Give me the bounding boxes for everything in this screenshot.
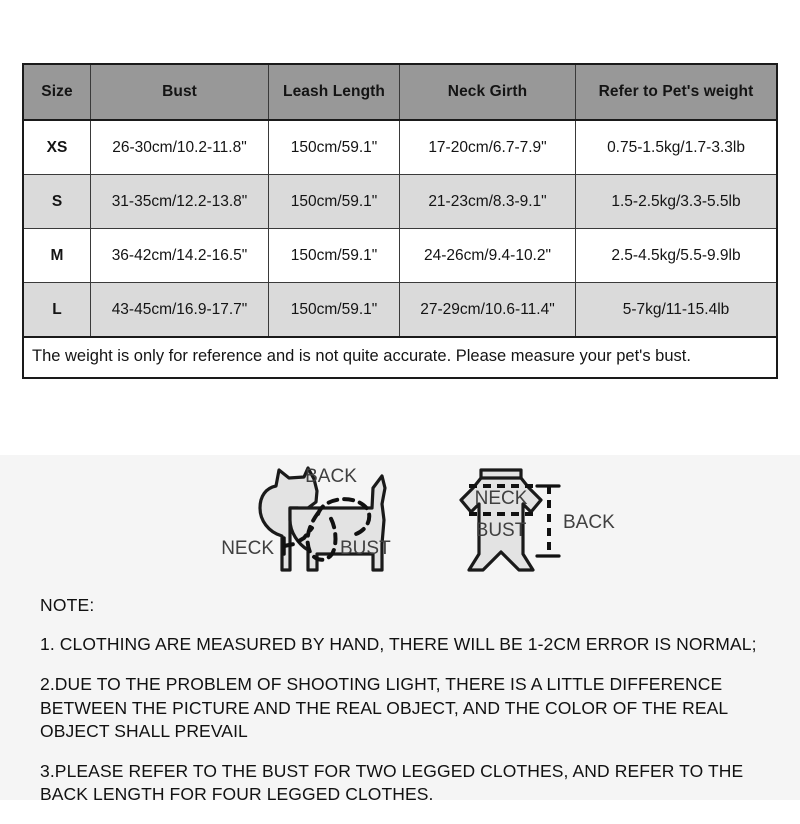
cell-weight: 2.5-4.5kg/5.5-9.9lb — [576, 229, 778, 283]
table-header-row — [23, 64, 777, 120]
table-row — [23, 175, 777, 229]
cell-bust: 36-42cm/14.2-16.5" — [91, 229, 269, 283]
cell-size: S — [23, 175, 91, 229]
dog-back-label: BACK — [305, 466, 357, 487]
cell-weight: 1.5-2.5kg/3.3-5.5lb — [576, 175, 778, 229]
notes-title: NOTE: — [40, 595, 95, 615]
column-header-pet-weight: Refer to Pet's weight — [576, 64, 778, 120]
size-chart — [22, 63, 770, 379]
measurement-guide-panel — [0, 455, 800, 805]
cell-weight: 5-7kg/11-15.4lb — [576, 283, 778, 338]
note-item-3: 3.PLEASE REFER TO THE BUST FOR TWO LEGGED CLOTHES, AND REFER TO THE BACK LENGTH FOR FOUR LEGGED CLOTHES. — [40, 761, 744, 805]
dog-bust-label: BUST — [340, 538, 391, 559]
cell-neck: 21-23cm/8.3-9.1" — [400, 175, 576, 229]
dog-measurement-diagram — [221, 458, 447, 588]
garment-measurement-diagram — [455, 458, 630, 588]
cell-leash: 150cm/59.1" — [269, 120, 400, 175]
table-body — [23, 120, 777, 378]
cell-size: L — [23, 283, 91, 338]
note-item-1: 1. CLOTHING ARE MEASURED BY HAND, THERE WILL BE 1-2CM ERROR IS NORMAL; — [40, 634, 757, 654]
cell-neck: 27-29cm/10.6-11.4" — [400, 283, 576, 338]
cell-leash: 150cm/59.1" — [269, 175, 400, 229]
size-chart-table — [22, 63, 778, 379]
cell-bust: 43-45cm/16.9-17.7" — [91, 283, 269, 338]
cell-bust: 31-35cm/12.2-13.8" — [91, 175, 269, 229]
column-header-bust: Bust — [91, 64, 269, 120]
column-header-size: Size — [23, 64, 91, 120]
table-row — [23, 283, 777, 338]
table-row — [23, 120, 777, 175]
cell-leash: 150cm/59.1" — [269, 229, 400, 283]
garment-back-label: BACK — [563, 512, 615, 533]
garment-bust-label: BUST — [475, 520, 527, 541]
table-footer-note: The weight is only for reference and is not quite accurate. Please measure your pet's bust. — [23, 337, 777, 378]
table-header — [23, 64, 777, 120]
note-item-2: 2.DUE TO THE PROBLEM OF SHOOTING LIGHT, THERE IS A LITTLE DIFFERENCE BETWEEN THE PICTURE AND THE REAL OBJECT, AND THE COLOR OF THE REAL OBJECT SHALL PREVAIL — [40, 674, 728, 741]
cell-leash: 150cm/59.1" — [269, 283, 400, 338]
notes-section — [40, 595, 770, 824]
cell-weight: 0.75-1.5kg/1.7-3.3lb — [576, 120, 778, 175]
table-row — [23, 229, 777, 283]
table-footer-row — [23, 337, 777, 378]
cell-neck: 17-20cm/6.7-7.9" — [400, 120, 576, 175]
cell-neck: 24-26cm/9.4-10.2" — [400, 229, 576, 283]
cell-size: M — [23, 229, 91, 283]
diagram-area — [0, 455, 800, 590]
garment-neck-label: NECK — [474, 488, 528, 509]
column-header-neck-girth: Neck Girth — [400, 64, 576, 120]
cell-size: XS — [23, 120, 91, 175]
cell-bust: 26-30cm/10.2-11.8" — [91, 120, 269, 175]
dog-neck-label: NECK — [221, 538, 274, 559]
column-header-leash-length: Leash Length — [269, 64, 400, 120]
